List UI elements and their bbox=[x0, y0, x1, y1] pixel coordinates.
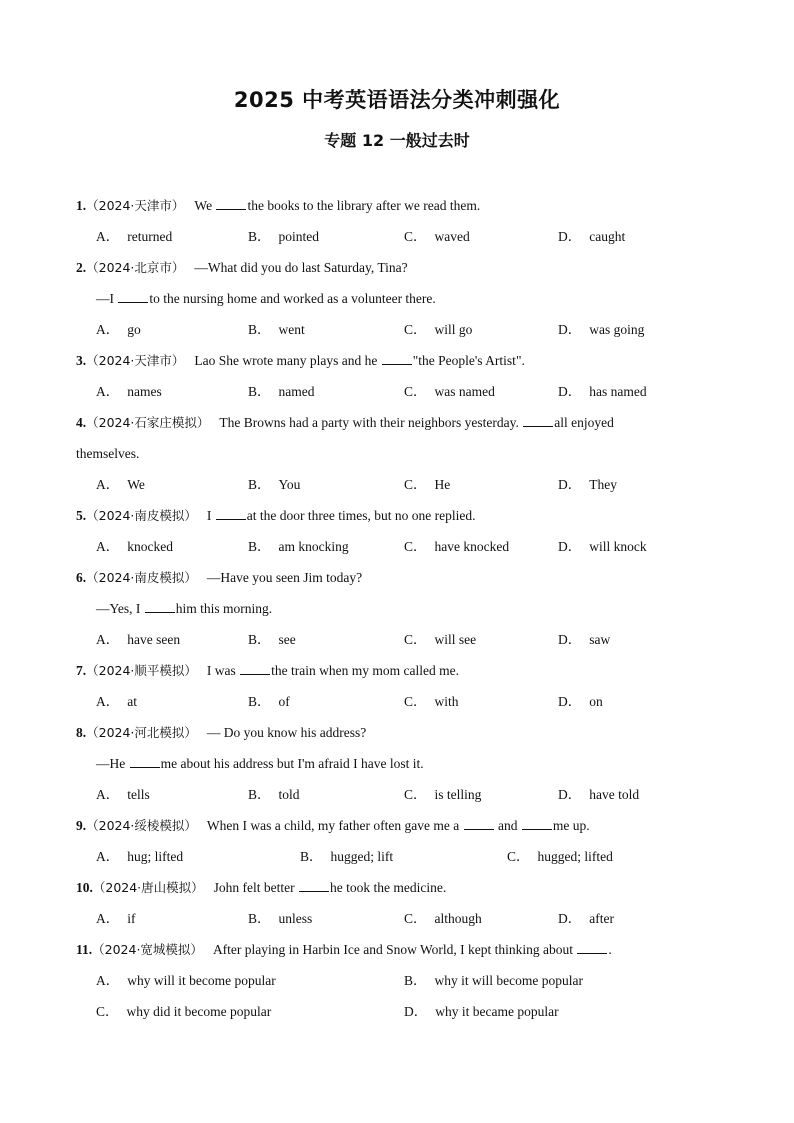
option-c[interactable]: C． have knocked bbox=[404, 539, 510, 554]
question-4-line-2 bbox=[76, 438, 726, 469]
question-text: him this morning. bbox=[175, 601, 273, 616]
question-number: 9. bbox=[76, 818, 87, 833]
option-b[interactable]: B． told bbox=[248, 787, 300, 802]
question-6-line-2 bbox=[76, 593, 726, 624]
question-10 bbox=[76, 872, 726, 903]
options-2 bbox=[76, 314, 726, 345]
answer-blank bbox=[118, 290, 148, 303]
option-d[interactable]: D． was going bbox=[558, 322, 645, 337]
question-2-line-2 bbox=[76, 283, 726, 314]
option-b[interactable]: B． unless bbox=[248, 911, 313, 926]
option-c[interactable]: C． why did it become popular bbox=[96, 1004, 272, 1019]
question-number: 3. bbox=[76, 353, 87, 368]
options-9 bbox=[76, 841, 726, 872]
question-text: I bbox=[206, 508, 215, 523]
question-number: 5. bbox=[76, 508, 87, 523]
question-6 bbox=[76, 562, 726, 593]
option-a[interactable]: A． at bbox=[96, 694, 137, 709]
question-text: and bbox=[497, 818, 521, 833]
question-2 bbox=[76, 252, 726, 283]
option-d[interactable]: D． have told bbox=[558, 787, 640, 802]
option-d[interactable]: D． has named bbox=[558, 384, 647, 399]
question-source: （2024·河北模拟） bbox=[86, 725, 197, 740]
question-text: We bbox=[194, 198, 216, 213]
question-8 bbox=[76, 717, 726, 748]
question-8-line-2 bbox=[76, 748, 726, 779]
option-c[interactable]: C． is telling bbox=[404, 787, 482, 802]
answer-blank bbox=[523, 414, 553, 427]
page-title: 2025 中考英语语法分类冲刺强化 bbox=[233, 88, 561, 112]
option-a[interactable]: A． tells bbox=[96, 787, 150, 802]
option-b[interactable]: B． hugged; lift bbox=[300, 849, 394, 864]
question-number: 6. bbox=[76, 570, 87, 585]
question-text: —Have you seen Jim today? bbox=[206, 570, 363, 585]
question-11 bbox=[76, 934, 726, 965]
answer-blank bbox=[240, 662, 270, 675]
question-7 bbox=[76, 655, 726, 686]
option-a[interactable]: A． knocked bbox=[96, 539, 173, 554]
question-number: 4. bbox=[76, 415, 87, 430]
option-d[interactable]: D． will knock bbox=[558, 539, 647, 554]
answer-blank bbox=[522, 817, 552, 830]
answer-blank bbox=[382, 352, 412, 365]
answer-blank bbox=[216, 197, 246, 210]
question-text: I was bbox=[206, 663, 240, 678]
question-text: me about his address but I'm afraid I have lost it. bbox=[160, 756, 424, 771]
question-source: （2024·石家庄模拟） bbox=[86, 415, 210, 430]
question-3 bbox=[76, 345, 726, 376]
option-d[interactable]: D． caught bbox=[558, 229, 626, 244]
answer-blank bbox=[299, 879, 329, 892]
answer-blank bbox=[464, 817, 494, 830]
question-text: themselves. bbox=[76, 446, 140, 461]
option-c[interactable]: C． waved bbox=[404, 229, 470, 244]
options-10 bbox=[76, 903, 726, 934]
question-source: （2024·顺平模拟） bbox=[86, 663, 197, 678]
question-list bbox=[76, 190, 726, 1027]
option-d[interactable]: D． saw bbox=[558, 632, 611, 647]
option-b[interactable]: B． You bbox=[248, 477, 301, 492]
question-source: （2024·宽城模拟） bbox=[92, 942, 203, 957]
question-number: 7. bbox=[76, 663, 87, 678]
option-b[interactable]: B． see bbox=[248, 632, 296, 647]
answer-blank bbox=[577, 941, 607, 954]
options-11-row-1 bbox=[76, 965, 726, 996]
options-8 bbox=[76, 779, 726, 810]
options-7 bbox=[76, 686, 726, 717]
question-text: the books to the library after we read them. bbox=[247, 198, 481, 213]
question-source: （2024·北京市） bbox=[86, 260, 185, 275]
question-text: all enjoyed bbox=[554, 415, 614, 430]
option-a[interactable]: A． names bbox=[96, 384, 162, 399]
answer-blank bbox=[130, 755, 160, 768]
question-source: （2024·天津市） bbox=[86, 198, 185, 213]
question-source: （2024·南皮模拟） bbox=[86, 570, 197, 585]
option-a[interactable]: A． hug; lifted bbox=[96, 849, 184, 864]
option-b[interactable]: B． pointed bbox=[248, 229, 320, 244]
question-source: （2024·唐山模拟） bbox=[92, 880, 204, 895]
question-text: to the nursing home and worked as a volunteer there. bbox=[149, 291, 436, 306]
option-c[interactable]: C． He bbox=[404, 477, 451, 492]
question-text: — Do you know his address? bbox=[206, 725, 367, 740]
page-subtitle: 专题 12 一般过去时 bbox=[324, 131, 470, 150]
option-c[interactable]: C． was named bbox=[404, 384, 495, 399]
answer-blank bbox=[145, 600, 175, 613]
option-c[interactable]: C． will go bbox=[404, 322, 473, 337]
option-a[interactable]: A． We bbox=[96, 477, 145, 492]
question-9 bbox=[76, 810, 726, 841]
question-text: —What did you do last Saturday, Tina? bbox=[194, 260, 408, 275]
question-text: The Browns had a party with their neighbors yesterday. bbox=[219, 415, 523, 430]
question-text: When I was a child, my father often gave me a bbox=[206, 818, 463, 833]
option-b[interactable]: B． am knocking bbox=[248, 539, 349, 554]
question-text: —I bbox=[96, 291, 118, 306]
question-source: （2024·绥棱模拟） bbox=[86, 818, 197, 833]
question-text: he took the medicine. bbox=[330, 880, 447, 895]
option-c[interactable]: C． although bbox=[404, 911, 482, 926]
option-a[interactable]: A． go bbox=[96, 322, 141, 337]
question-text: —He bbox=[96, 756, 129, 771]
question-text: Lao She wrote many plays and he bbox=[194, 353, 381, 368]
options-5 bbox=[76, 531, 726, 562]
option-c[interactable]: C． hugged; lifted bbox=[507, 849, 613, 864]
option-a[interactable]: A． if bbox=[96, 911, 136, 926]
options-11-row-2 bbox=[76, 996, 726, 1027]
options-3 bbox=[76, 376, 726, 407]
option-d[interactable]: D． why it became popular bbox=[404, 1004, 559, 1019]
option-b[interactable]: B． why it will become popular bbox=[404, 973, 583, 988]
question-1 bbox=[76, 190, 726, 221]
option-d[interactable]: D． after bbox=[558, 911, 614, 926]
question-number: 1. bbox=[76, 198, 87, 213]
question-text: . bbox=[608, 942, 612, 957]
option-d[interactable]: D． on bbox=[558, 694, 603, 709]
question-text: —Yes, I bbox=[96, 601, 144, 616]
answer-blank bbox=[216, 507, 246, 520]
question-source: （2024·天津市） bbox=[86, 353, 185, 368]
question-source: （2024·南皮模拟） bbox=[86, 508, 197, 523]
question-text: the train when my mom called me. bbox=[271, 663, 459, 678]
question-5 bbox=[76, 500, 726, 531]
option-c[interactable]: C． will see bbox=[404, 632, 477, 647]
option-b[interactable]: B． of bbox=[248, 694, 290, 709]
question-number: 2. bbox=[76, 260, 87, 275]
question-text: at the door three times, but no one replied. bbox=[246, 508, 476, 523]
question-number: 11. bbox=[76, 942, 93, 957]
question-text: After playing in Harbin Ice and Snow World, I kept thinking about bbox=[212, 942, 577, 957]
option-b[interactable]: B． went bbox=[248, 322, 305, 337]
option-a[interactable]: A． returned bbox=[96, 229, 173, 244]
question-text: "the People's Artist". bbox=[412, 353, 525, 368]
options-4 bbox=[76, 469, 726, 500]
question-number: 10. bbox=[76, 880, 93, 895]
question-text: John felt better bbox=[213, 880, 299, 895]
option-c[interactable]: C． with bbox=[404, 694, 459, 709]
options-6 bbox=[76, 624, 726, 655]
option-a[interactable]: A． have seen bbox=[96, 632, 181, 647]
question-number: 8. bbox=[76, 725, 87, 740]
option-b[interactable]: B． named bbox=[248, 384, 315, 399]
question-text: me up. bbox=[552, 818, 590, 833]
question-4 bbox=[76, 407, 726, 438]
option-d[interactable]: D． They bbox=[558, 477, 617, 492]
options-1 bbox=[76, 221, 726, 252]
option-a[interactable]: A． why will it become popular bbox=[96, 973, 276, 988]
